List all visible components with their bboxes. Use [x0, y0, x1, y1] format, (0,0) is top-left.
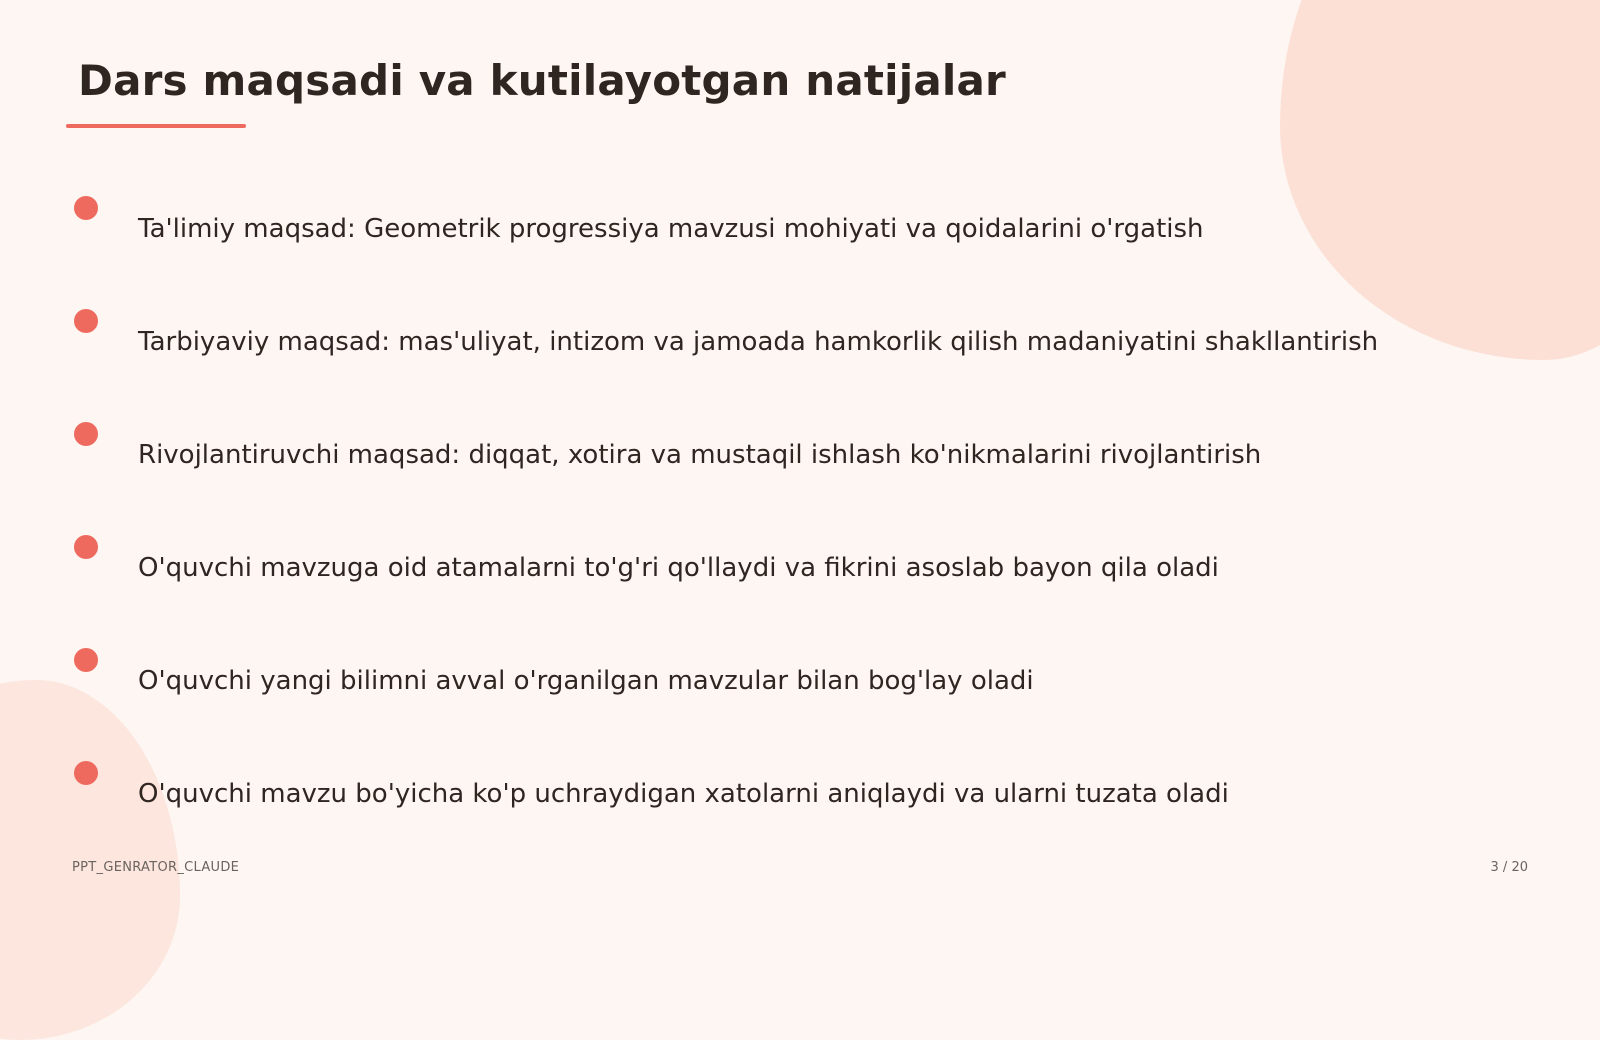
slide-title: Dars maqsadi va kutilayotgan natijalar	[78, 56, 1006, 105]
footer-source-label: PPT_GENRATOR_CLAUDE	[72, 860, 240, 875]
bullet-dot-icon	[74, 309, 98, 333]
bullet-dot-icon	[74, 422, 98, 446]
bullet-text: O'quvchi mavzu bo'yicha ko'p uchraydigan xatolarni aniqlaydi va ularni tuzata oladi	[138, 779, 1229, 809]
bullet-item	[0, 422, 1500, 492]
bullet-item	[0, 761, 1500, 831]
bullet-dot-icon	[74, 648, 98, 672]
bullet-text: Ta'limiy maqsad: Geometrik progressiya mavzusi mohiyati va qoidalarini o'rgatish	[138, 214, 1204, 244]
bullet-dot-icon	[74, 196, 98, 220]
bullet-item	[0, 196, 1500, 266]
page-indicator: 3 / 20	[1490, 860, 1528, 875]
bullet-item	[0, 535, 1500, 605]
bullet-dot-icon	[74, 535, 98, 559]
title-underline	[66, 124, 246, 128]
bullet-text: O'quvchi mavzuga oid atamalarni to'g'ri qo'llaydi va fikrini asoslab bayon qila oladi	[138, 553, 1219, 583]
bullet-text: O'quvchi yangi bilimni avval o'rganilgan mavzular bilan bog'lay oladi	[138, 666, 1034, 696]
bullet-text: Tarbiyaviy maqsad: mas'uliyat, intizom va jamoada hamkorlik qilish madaniyatini shakllantirish	[138, 327, 1379, 357]
bullet-item	[0, 648, 1500, 718]
bullet-item	[0, 309, 1500, 379]
bullet-text: Rivojlantiruvchi maqsad: diqqat, xotira va mustaqil ishlash ko'nikmalarini rivojlantirish	[138, 440, 1262, 470]
bullet-dot-icon	[74, 761, 98, 785]
